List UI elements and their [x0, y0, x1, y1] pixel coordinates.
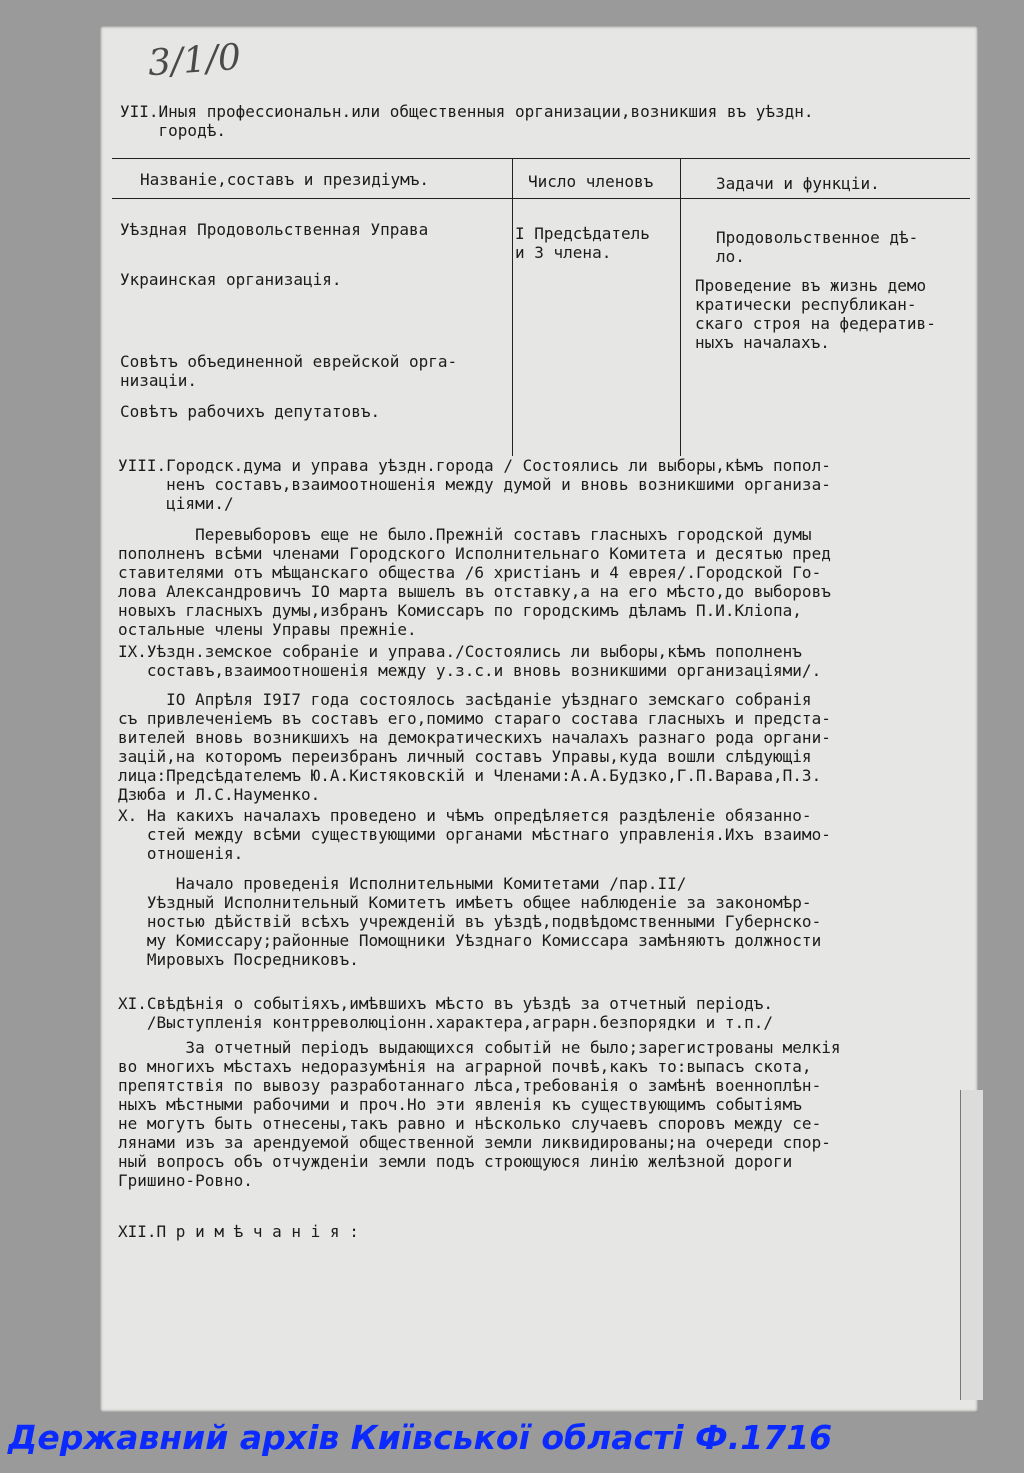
table-row-1-tasks: Продовольственное дѣ- ло. [716, 228, 919, 266]
section-7-title: УII.Иныя профессиональн.или общественныя организации,возникшия въ уѣздн. городѣ. [120, 102, 814, 140]
section-12-title: XII.П р и м ѣ ч а н і я : [118, 1222, 359, 1241]
table-header-tasks: Задачи и функціи. [716, 174, 880, 193]
section-8-title: УIII.Городск.дума и управа уѣздн.города / Состоялись ли выборы,кѣмъ попол- ненъ составъ,взаимоотношенія между думой и вновь возникшими организа- ціями./ [118, 456, 831, 513]
page-edge [960, 1090, 983, 1400]
table-header-border [112, 198, 970, 199]
table-row-2-name: Украинская организація. [120, 270, 342, 289]
table-row-4-name: Совѣтъ рабочихъ депутатовъ. [120, 402, 381, 421]
table-col-divider-2 [680, 158, 681, 456]
table-top-border [112, 158, 970, 159]
table-row-3-name: Совѣтъ объединенной еврейской орга- низаціи. [120, 352, 458, 390]
section-9-body: IО Апрѣля I9I7 года состоялось засѣданіе уѣзднаго земскаго собранія съ привлеченіемъ въ составъ его,помимо стараго состава гласныхъ и предста- вителей вновь возникшихъ на демократическихъ началахъ разнаго рода органи- зацій,на которомъ переизбранъ личный составъ Управы,куда вошли слѣдующія лица:Предсѣдателемъ Ю.А.Кистяковскій и Членами:А.А.Будзко,Г.П.Варава,П.З. Дзюба и Л.С.Науменко. [118, 690, 831, 804]
table-header-members: Число членовъ [528, 172, 654, 191]
archive-handwritten-number: 3/1/0 [146, 36, 243, 85]
table-row-1-members: I Предсѣдатель и 3 члена. [515, 224, 650, 262]
archive-watermark: Державний архів Київської області Ф.1716 [8, 1418, 833, 1457]
section-11-title: XI.Свѣдѣнія о событіяхъ,имѣвшихъ мѣсто въ уѣздѣ за отчетный періодъ. /Выступленія контрреволюціонн.характера,аграрн.безпорядки и т.п./ [118, 994, 774, 1032]
section-8-body: Перевыборовъ еще не было.Прежній составъ гласныхъ городской думы пополненъ всѣми членами Городского Исполнительнаго Комитета и десятью пред ставителями отъ мѣщанскаго общества /6 христіанъ и 4 еврея/.Городской Го- лова Александровичъ IО марта вышелъ въ отставку,а на его мѣсто,до выборовъ новыхъ гласныхъ думы,избранъ Комиссаръ по городскимъ дѣламъ П.И.Кліопа, остальные члены Управы прежніе. [118, 525, 831, 639]
table-row-2-tasks: Проведение въ жизнь демо кратически республикан- скаго строя на федератив- ныхъ началахъ. [695, 276, 936, 352]
table-row-1-name: Уѣздная Продовольственная Управа [120, 220, 429, 239]
section-11-body: За отчетный періодъ выдающихся событій не было;зарегистрованы мелкія во многихъ мѣстахъ недоразумѣнія на аграрной почвѣ,какъ то:выпасъ скота, препятствія по вывозу разработаннаго лѣса,требованія о замѣнѣ военноплѣн- ныхъ мѣстными рабочими и проч.Но эти явленія къ существующимъ событіямъ не могутъ быть отнесены,такъ равно и нѣсколько случаевъ споровъ между се- лянами изъ за арендуемой общественной земли ликвидированы;на очереди спор- ный вопросъ объ отчужденіи земли подъ строющуюся линію желѣзной дороги Гришино-Ровно. [118, 1038, 841, 1190]
section-10-body: Начало проведенія Исполнительными Комитетами /пар.II/ Уѣздный Исполнительный Комитетъ имѣетъ общее наблюденіе за закономѣр- ностью дѣйствій всѣхъ учрежденій въ уѣздѣ,подвѣдомственными Губернско- му Комиссару;районные Помощники Уѣзднаго Комиссара замѣняютъ должности Мировыхъ Посредниковъ. [146, 874, 822, 969]
table-col-divider-1 [512, 158, 513, 456]
section-9-title: IX.Уѣздн.земское собраніе и управа./Состоялись ли выборы,кѣмъ пополненъ составъ,взаимоотношенія между у.з.с.и вновь возникшими организаціями/. [118, 642, 822, 680]
section-10-title: X. На какихъ началахъ проведено и чѣмъ опредѣляется раздѣленіе обязанно- стей между всѣми существующими органами мѣстнаго управленія.Ихъ взаимо- отношенія. [118, 806, 831, 863]
table-header-name: Названіе,составъ и президіумъ. [140, 170, 429, 189]
